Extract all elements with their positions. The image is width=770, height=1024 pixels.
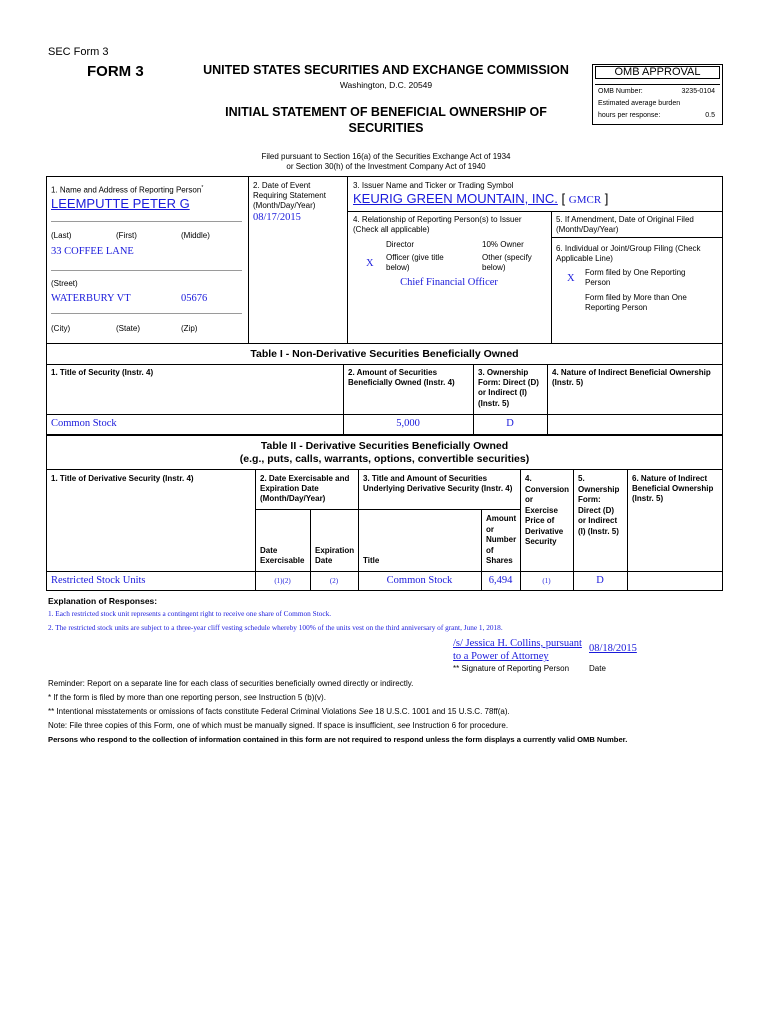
table1-col2-header-1: 2. Amount of Securities bbox=[348, 368, 438, 377]
officer-title[interactable]: Chief Financial Officer bbox=[400, 277, 498, 288]
table2-col-div-4 bbox=[573, 469, 574, 591]
footer-note-file: Note: File three copies of this Form, one of which must be manually signed. If space is insufficient, see Instruction 6 for procedure. bbox=[48, 721, 509, 730]
table2-col-div-3 bbox=[520, 469, 521, 591]
sub-amount-line: of bbox=[486, 545, 494, 555]
table2-row-title[interactable]: Restricted Stock Units bbox=[51, 575, 146, 586]
table1-col2-header-2: Beneficially Owned (Instr. 4) bbox=[348, 378, 455, 387]
first-name-label: (First) bbox=[116, 231, 137, 240]
col5-line: (I) (Instr. 5) bbox=[578, 526, 619, 536]
table2-col6-header-2: Beneficial Ownership bbox=[632, 484, 714, 493]
sub-amount-line: or bbox=[486, 524, 494, 534]
relationship-10pct-owner[interactable]: 10% Owner bbox=[482, 240, 524, 249]
event-date-value[interactable]: 08/17/2015 bbox=[253, 212, 301, 223]
table2-row-form[interactable]: D bbox=[596, 575, 604, 586]
grid-left-border bbox=[46, 176, 47, 343]
table1-col3-header-2: Form: Direct (D) bbox=[478, 378, 539, 387]
sub-expiration-2: Date bbox=[315, 556, 333, 565]
commission-location: Washington, D.C. 20549 bbox=[339, 80, 433, 90]
table1-title: Table I - Non-Derivative Securities Beneficially Owned bbox=[250, 348, 519, 360]
table1-col4-header-1: 4. Nature of Indirect Beneficial Ownership bbox=[552, 368, 711, 377]
form-name: FORM 3 bbox=[87, 63, 144, 80]
officer-check-mark[interactable]: X bbox=[366, 258, 374, 269]
col4-line: Security bbox=[525, 537, 557, 546]
amendment-label-1: 5. If Amendment, Date of Original Filed bbox=[556, 215, 694, 224]
signature-date-label: Date bbox=[589, 664, 606, 673]
event-date-label-3: (Month/Day/Year) bbox=[253, 201, 316, 210]
top-rule bbox=[46, 176, 723, 177]
table1-row-rule bbox=[46, 414, 723, 415]
ticker-bracket-close: ] bbox=[604, 191, 609, 206]
col4-line: Conversion bbox=[525, 484, 570, 494]
footer-note-double-star: ** Intentional misstatements or omissions of facts constitute Federal Criminal Violations See 18 U.S.C. 1001 and 15 U.S.C. 78ff(a). bbox=[48, 707, 510, 716]
table2-col-div-2 bbox=[358, 469, 359, 591]
table1-row-title[interactable]: Common Stock bbox=[51, 418, 117, 429]
table2-title-2: (e.g., puts, calls, warrants, options, convertible securities) bbox=[239, 453, 530, 465]
table2-row-underlying-title[interactable]: Common Stock bbox=[386, 575, 453, 586]
form-title-line1: INITIAL STATEMENT OF BENEFICIAL OWNERSHIP OF bbox=[225, 105, 547, 119]
amendment-rule bbox=[551, 237, 722, 238]
table2-row-expiration[interactable]: (2) bbox=[329, 577, 339, 585]
explanation-heading: Explanation of Responses: bbox=[48, 596, 158, 606]
sec-form-label: SEC Form 3 bbox=[48, 46, 109, 58]
table1-col1-header: 1. Title of Security (Instr. 4) bbox=[51, 368, 154, 377]
grid-divider-2 bbox=[347, 176, 348, 343]
footer-persons-notice: Persons who respond to the collection of information contained in this form are not required to respond unless the form displays a currently valid OMB Number. bbox=[48, 735, 628, 744]
relationship-other-2: below) bbox=[482, 263, 506, 272]
table2-col6-header-3: (Instr. 5) bbox=[632, 494, 664, 503]
sub-amount-line: Amount bbox=[486, 514, 517, 523]
footer-reminder: Reminder: Report on a separate line for each class of securities beneficially owned directly or indirectly. bbox=[48, 679, 414, 688]
city-rule bbox=[51, 313, 242, 314]
relationship-officer-2: below) bbox=[386, 263, 410, 272]
sub-amount-line: Number bbox=[486, 535, 517, 544]
omb-divider bbox=[595, 84, 720, 85]
col4-line: or bbox=[525, 495, 533, 504]
signature-label: ** Signature of Reporting Person bbox=[453, 664, 570, 673]
signature-line-2: to a Power of Attorney bbox=[453, 651, 549, 662]
issuer-line bbox=[353, 191, 608, 206]
commission-title: UNITED STATES SECURITIES AND EXCHANGE COMMISSION bbox=[203, 63, 569, 77]
grid-divider-1 bbox=[248, 176, 249, 343]
col5-line: or Indirect bbox=[578, 516, 618, 525]
signature-date[interactable]: 08/18/2015 bbox=[589, 643, 637, 654]
issuer-rule bbox=[347, 211, 722, 212]
signature-name[interactable] bbox=[453, 637, 582, 663]
table2-row-date-exercisable[interactable]: (1)(2) bbox=[274, 577, 291, 585]
table2-row-shares[interactable]: 6,494 bbox=[488, 575, 513, 586]
table2-col5-header bbox=[578, 474, 619, 537]
zip-label: (Zip) bbox=[181, 324, 198, 333]
footer-note-star: * If the form is filed by more than one reporting person, see Instruction 5 (b)(v). bbox=[48, 693, 326, 702]
col5-line: Direct (D) bbox=[578, 505, 615, 515]
col4-line: Exercise bbox=[525, 505, 558, 515]
state-label: (State) bbox=[116, 324, 141, 333]
table1-col-div-3 bbox=[547, 364, 548, 435]
explanation-note-2: 2. The restricted stock units are subject to a three-year cliff vesting schedule whereby 100% of the units vest on the third anniversary of grant, June 1, 2018. bbox=[48, 623, 503, 632]
table2-col-div-1 bbox=[255, 469, 256, 591]
filing-more-1[interactable]: Form filed by More than One bbox=[585, 293, 687, 302]
issuer-ticker[interactable]: GMCR bbox=[568, 194, 602, 206]
table2-row-rule bbox=[46, 571, 723, 572]
omb-hours-label: hours per response: bbox=[598, 112, 661, 119]
middle-name-label: (Middle) bbox=[181, 231, 210, 240]
reporting-person-asterisk: * bbox=[201, 185, 204, 191]
table1-head-rule bbox=[46, 364, 723, 365]
table2-col2-header-3: (Month/Day/Year) bbox=[260, 494, 326, 503]
omb-burden-label: Estimated average burden bbox=[598, 100, 681, 107]
zip-value[interactable]: 05676 bbox=[181, 293, 208, 304]
filed-pursuant-line1: Filed pursuant to Section 16(a) of the Securities Exchange Act of 1934 bbox=[261, 152, 511, 161]
table2-col3-header-2: Underlying Derivative Security (Instr. 4) bbox=[363, 484, 513, 493]
col5-line: Ownership bbox=[578, 484, 620, 494]
filing-label-2: Applicable Line) bbox=[556, 254, 613, 263]
table1-col3-header-4: (Instr. 5) bbox=[478, 399, 510, 408]
city-label: (City) bbox=[51, 324, 71, 333]
sub-amount-line: Shares bbox=[486, 556, 513, 565]
table2-col2-header-1: 2. Date Exercisable and bbox=[260, 474, 350, 483]
issuer-label: 3. Issuer Name and Ticker or Trading Symbol bbox=[353, 181, 514, 190]
table1-col4-header-2: (Instr. 5) bbox=[552, 378, 584, 387]
table2-col6-header-1: 6. Nature of Indirect bbox=[632, 474, 708, 483]
sub-date-exercisable-1: Date bbox=[260, 546, 278, 555]
event-date-label-1: 2. Date of Event bbox=[253, 181, 311, 190]
form-title-line2: SECURITIES bbox=[348, 121, 424, 135]
filing-label-1: 6. Individual or Joint/Group Filing (Check bbox=[556, 244, 701, 253]
filing-more-2: Reporting Person bbox=[585, 303, 648, 312]
col4-line: 4. bbox=[525, 474, 532, 483]
filing-one-2: Person bbox=[585, 278, 611, 287]
signature-line-1: /s/ Jessica H. Collins, pursuant bbox=[453, 638, 582, 649]
filing-one-check-mark[interactable]: X bbox=[567, 273, 575, 284]
table2-row-price[interactable]: (1) bbox=[542, 577, 551, 585]
table1-col3-header-1: 3. Ownership bbox=[478, 368, 529, 377]
street-rule bbox=[51, 270, 242, 271]
reporting-person-label: 1. Name and Address of Reporting Person* bbox=[51, 185, 204, 195]
last-name-label: (Last) bbox=[51, 231, 72, 240]
table2-col1-header: 1. Title of Derivative Security (Instr. 4) bbox=[51, 474, 194, 483]
grid-divider-3 bbox=[551, 211, 552, 343]
table2-col-div-5 bbox=[627, 469, 628, 591]
relationship-other-1[interactable]: Other (specify bbox=[482, 253, 532, 262]
sub-expiration-1: Expiration bbox=[315, 546, 355, 555]
relationship-label-2: (Check all applicable) bbox=[353, 225, 430, 234]
reporting-person-name[interactable]: LEEMPUTTE PETER G bbox=[51, 196, 190, 211]
relationship-officer-1[interactable]: Officer (give title bbox=[386, 253, 444, 262]
ticker-bracket-open: [ bbox=[561, 191, 566, 206]
col5-line: Form: bbox=[578, 495, 601, 504]
omb-number-value: 3235-0104 bbox=[681, 88, 715, 95]
grid-right-border bbox=[722, 176, 723, 343]
street-value[interactable]: 33 COFFEE LANE bbox=[51, 246, 134, 257]
table1-row-form[interactable]: D bbox=[506, 418, 514, 429]
sub-title: Title bbox=[363, 556, 380, 565]
amendment-label-2: (Month/Day/Year) bbox=[556, 225, 619, 234]
omb-title: OMB APPROVAL bbox=[614, 66, 701, 78]
table2-col4-header bbox=[525, 474, 569, 548]
filed-pursuant-line2: or Section 30(h) of the Investment Company Act of 1940 bbox=[286, 162, 486, 171]
sub-amount-header bbox=[486, 514, 516, 567]
relationship-label-1: 4. Relationship of Reporting Person(s) to Issuer bbox=[353, 215, 522, 224]
city-value[interactable]: WATERBURY VT bbox=[51, 293, 131, 304]
table2-col3-header-1: 3. Title and Amount of Securities bbox=[363, 474, 488, 483]
table2-head-rule bbox=[46, 469, 723, 470]
col4-line: Price of bbox=[525, 516, 555, 525]
col5-line: 5. bbox=[578, 474, 585, 483]
street-label: (Street) bbox=[51, 279, 78, 288]
explanation-note-1: 1. Each restricted stock unit represents a contingent right to receive one share of Common Stock. bbox=[48, 609, 332, 618]
filing-one-1[interactable]: Form filed by One Reporting bbox=[585, 268, 686, 277]
omb-number-label: OMB Number: bbox=[598, 88, 643, 95]
col4-line: Derivative bbox=[525, 526, 564, 536]
table1-row-amount[interactable]: 5,000 bbox=[396, 418, 420, 429]
issuer-name[interactable]: KEURIG GREEN MOUNTAIN, INC. bbox=[353, 191, 558, 206]
table2-title-1: Table II - Derivative Securities Beneficially Owned bbox=[260, 440, 509, 452]
relationship-director[interactable]: Director bbox=[386, 240, 415, 249]
omb-hours-value: 0.5 bbox=[705, 112, 715, 119]
name-rule bbox=[51, 221, 242, 222]
table2-col2-header-2: Expiration Date bbox=[260, 484, 319, 493]
sub-date-exercisable-2: Exercisable bbox=[260, 556, 305, 565]
table1-col3-header-3: or Indirect (I) bbox=[478, 388, 527, 397]
event-date-label-2: Requiring Statement bbox=[253, 191, 326, 200]
